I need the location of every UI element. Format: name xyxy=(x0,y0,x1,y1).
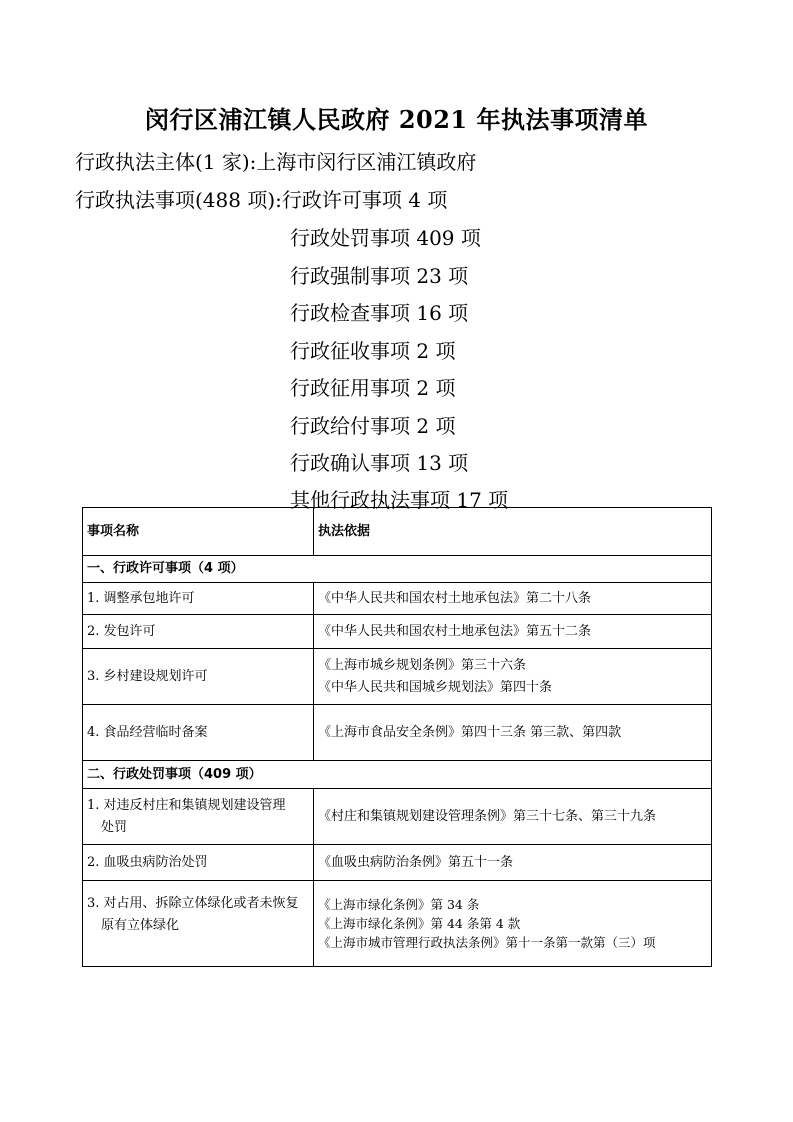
item-name-line: 3. 对占用、拆除立体绿化或者未恢复 xyxy=(87,896,299,911)
section-row xyxy=(83,556,712,583)
table-row xyxy=(83,881,712,967)
item-basis: 《村庄和集镇规划建设管理条例》第三十七条、第三十九条 xyxy=(314,789,712,845)
sub-item: 行政征收事项 2 项 xyxy=(290,339,456,363)
section-title: 一、行政许可事项（4 项） xyxy=(83,556,712,583)
item-name: 2. 发包许可 xyxy=(83,615,314,649)
sub-item: 行政强制事项 23 项 xyxy=(290,264,469,288)
sub-item: 行政处罚事项 409 项 xyxy=(290,226,481,250)
section-row xyxy=(83,761,712,789)
sub-item: 行政给付事项 2 项 xyxy=(290,414,456,438)
item-basis xyxy=(314,649,712,705)
basis-line: 《上海市绿化条例》第 44 条第 4 款 xyxy=(318,916,521,931)
header-basis: 执法依据 xyxy=(314,508,712,556)
page-title: 闵行区浦江镇人民政府 2021 年执法事项清单 xyxy=(144,105,648,134)
header-name: 事项名称 xyxy=(83,508,314,556)
item-name: 4. 食品经营临时备案 xyxy=(83,705,314,761)
table-row xyxy=(83,583,712,615)
table-row xyxy=(83,705,712,761)
enforcement-table xyxy=(82,507,712,967)
table-row xyxy=(83,615,712,649)
item-basis xyxy=(314,881,712,967)
item-name xyxy=(83,789,314,845)
basis-line: 《上海市城乡规划条例》第三十六条 xyxy=(318,657,527,673)
subject-line: 行政执法主体(1 家):上海市闵行区浦江镇政府 xyxy=(75,150,477,174)
table-header-row xyxy=(83,508,712,556)
sub-item: 行政检查事项 16 项 xyxy=(290,301,469,325)
item-name xyxy=(83,881,314,967)
sub-item: 其他行政执法事项 17 项 xyxy=(290,488,509,512)
item-name: 3. 乡村建设规划许可 xyxy=(83,649,314,705)
section-title: 二、行政处罚事项（409 项） xyxy=(83,761,712,789)
item-basis: 《中华人民共和国农村土地承包法》第二十八条 xyxy=(314,583,712,615)
item-name-line: 1. 对违反村庄和集镇规划建设管理 xyxy=(87,797,286,813)
sub-item: 行政确认事项 13 项 xyxy=(290,451,469,475)
table-row xyxy=(83,845,712,881)
item-basis: 《上海市食品安全条例》第四十三条 第三款、第四款 xyxy=(314,705,712,761)
item-name: 1. 调整承包地许可 xyxy=(83,583,314,615)
basis-line: 《上海市城市管理行政执法条例》第十一条第一款第（三）项 xyxy=(318,935,656,950)
item-basis: 《中华人民共和国农村土地承包法》第五十二条 xyxy=(314,615,712,649)
item-basis: 《血吸虫病防治条例》第五十一条 xyxy=(314,845,712,881)
sub-item: 行政征用事项 2 项 xyxy=(290,376,456,400)
items-line: 行政执法事项(488 项):行政许可事项 4 项 xyxy=(75,188,448,212)
table-row xyxy=(83,789,712,845)
basis-line: 《上海市绿化条例》第 34 条 xyxy=(318,897,480,912)
item-name-line: 原有立体绿化 xyxy=(101,918,180,933)
item-name-line: 处罚 xyxy=(101,819,128,835)
basis-line: 《中华人民共和国城乡规划法》第四十条 xyxy=(318,679,553,695)
table-row xyxy=(83,649,712,705)
item-name: 2. 血吸虫病防治处罚 xyxy=(83,845,314,881)
